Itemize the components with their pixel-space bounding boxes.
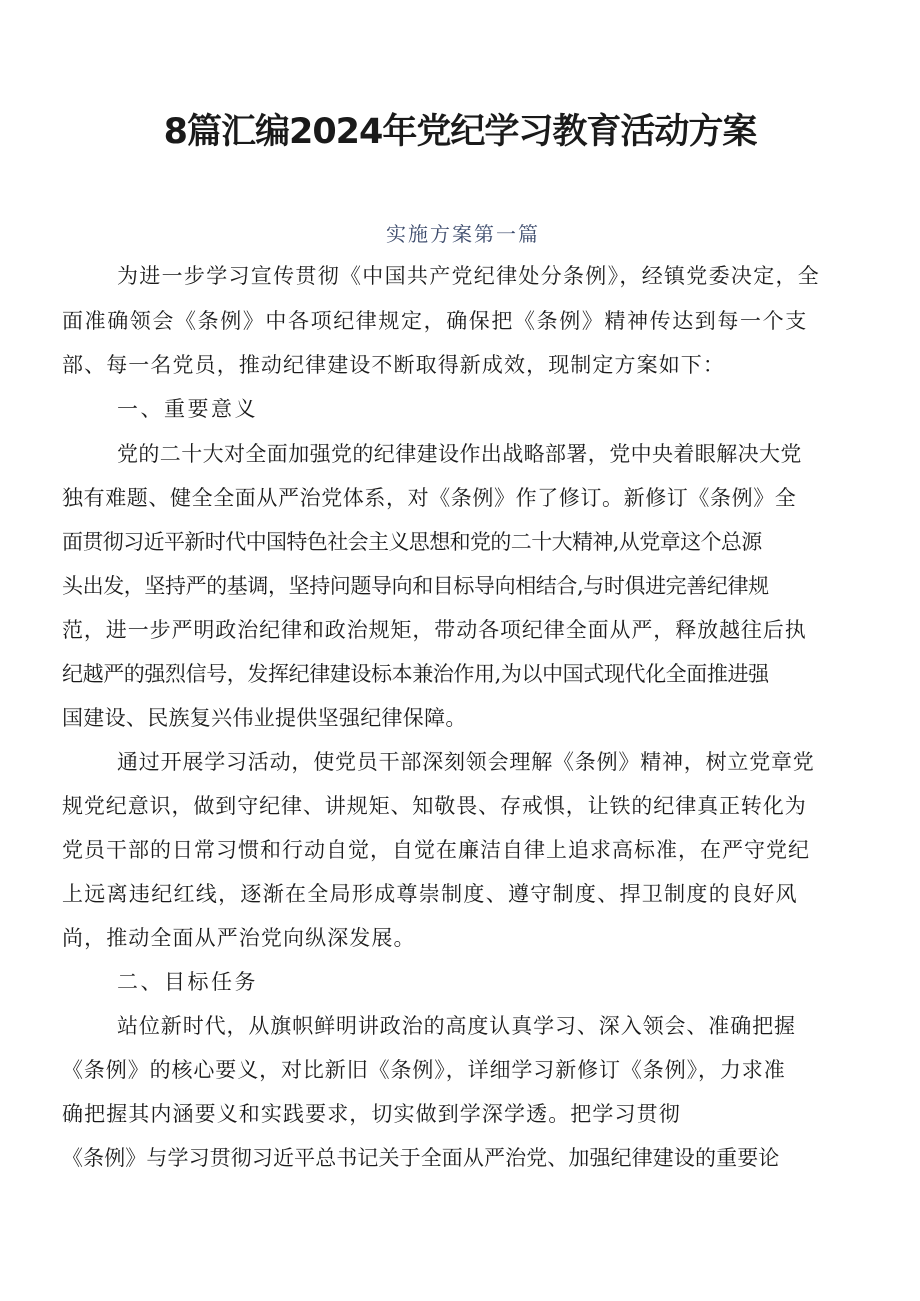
body-line: 范，进一步严明政治纪律和政治规矩，带动各项纪律全面从严，释放越往后执 [62, 618, 807, 642]
body-line: 通过开展学习活动，使党员干部深刻领会理解《条例》精神，树立党章党 [117, 750, 815, 774]
body-line: 确把握其内涵要义和实践要求，切实做到学深学透。把学习贯彻 [62, 1102, 681, 1126]
body-line: 面准确领会《条例》中各项纪律规定，确保把《条例》精神传达到每一个支 [62, 309, 808, 333]
body-line: 国建设、民族复兴伟业提供坚强纪律保障。 [62, 706, 467, 730]
body-line: 纪越严的强烈信号，发挥纪律建设标本兼治作用,为以中国式现代化全面推进强 [62, 662, 769, 686]
section-heading: 二、目标任务 [117, 970, 258, 994]
body-line: 尚，推动全面从严治党向纵深发展。 [62, 926, 416, 950]
body-line: 党的二十大对全面加强党的纪律建设作出战略部署，党中央着眼解决大党 [117, 442, 802, 466]
document-title: 8篇汇编2024年党纪学习教育活动方案 [163, 112, 757, 152]
section-heading: 一、重要意义 [117, 397, 258, 421]
body-line: 站位新时代，从旗帜鲜明讲政治的高度认真学习、深入领会、准确把握 [117, 1014, 796, 1038]
body-line: 党员干部的日常习惯和行动自觉，自觉在廉洁自律上追求高标准，在严守党纪 [62, 838, 810, 862]
body-line: 上远离违纪红线，逐渐在全局形成尊崇制度、遵守制度、捍卫制度的良好风 [62, 882, 798, 906]
body-line: 规党纪意识，做到守纪律、讲规矩、知敬畏、存戒惧，让铁的纪律真正转化为 [62, 794, 807, 818]
body-line: 《条例》的核心要义，对比新旧《条例》，详细学习新修订《条例》，力求准 [62, 1058, 786, 1082]
body-line: 《条例》与学习贯彻习近平总书记关于全面从严治党、加强纪律建设的重要论 [62, 1146, 780, 1170]
body-line: 面贯彻习近平新时代中国特色社会主义思想和党的二十大精神,从党章这个总源 [62, 530, 762, 554]
body-line: 为进一步学习宣传贯彻《中国共产党纪律处分条例》，经镇党委决定，全 [117, 264, 821, 288]
body-line: 独有难题、健全全面从严治党体系，对《条例》作了修订。新修订《条例》全 [62, 486, 797, 510]
section-title: 实施方案第一篇 [386, 222, 540, 246]
body-line: 头出发，坚持严的基调，坚持问题导向和目标导向相结合,与时俱进完善纪律规 [62, 574, 769, 598]
body-line: 部、每一名党员，推动纪律建设不断取得新成效，现制定方案如下： [62, 353, 725, 377]
